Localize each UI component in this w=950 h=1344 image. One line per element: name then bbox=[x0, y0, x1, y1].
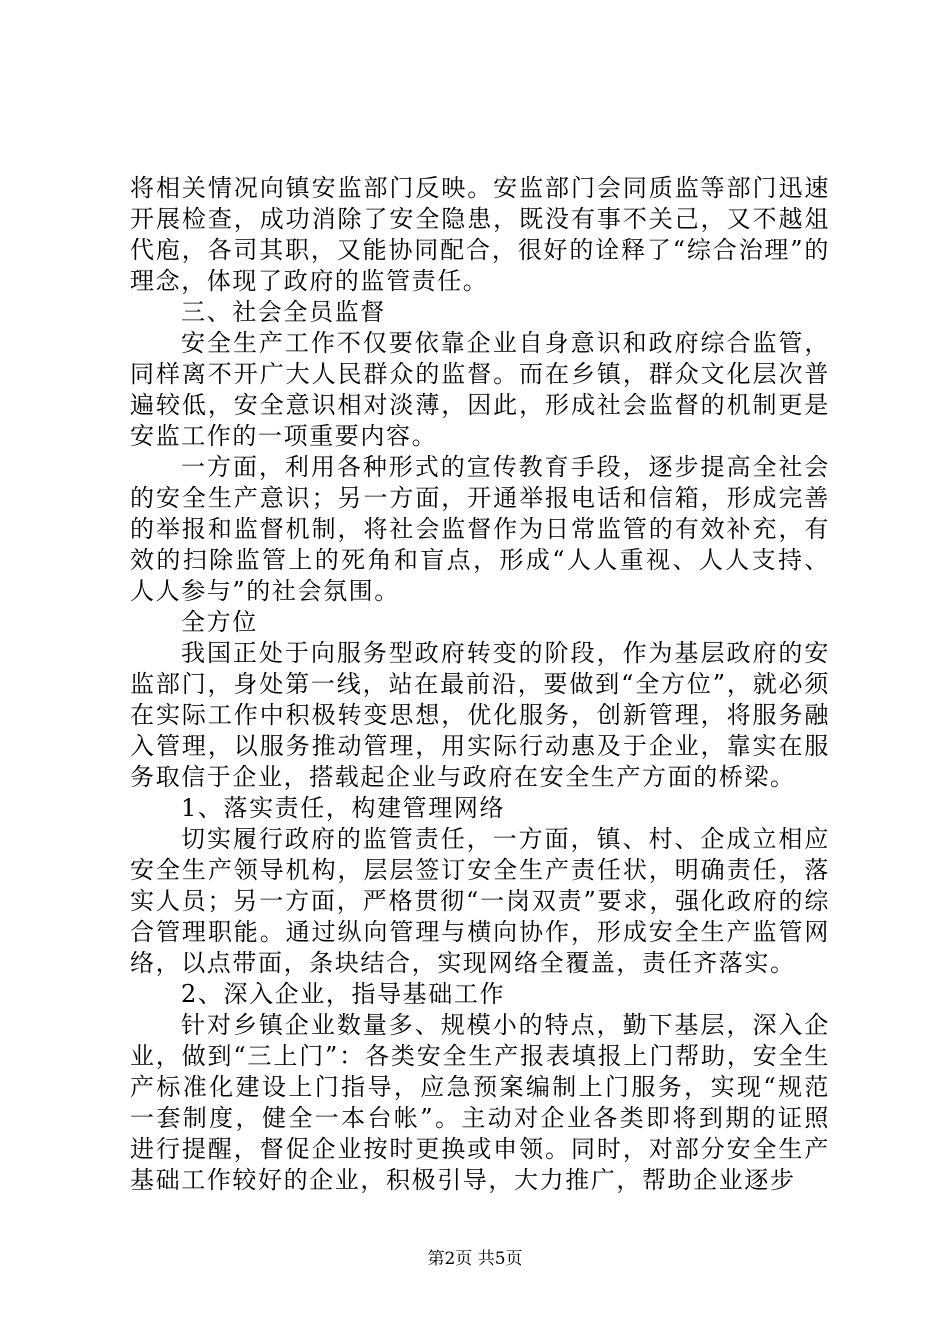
section-heading: 三、社会全员监督 bbox=[181, 298, 386, 326]
subsection-heading: 2、深入企业，指导基础工作 bbox=[181, 980, 506, 1008]
paragraph: 我国正处于向服务型政府转变的阶段，作为基层政府的安监部门，身处第一线，站在最前沿，要做到“全方位”，就必须在实际工作中积极转变思想，优化服务，创新管理，将服务融入管理，以服务推动管理，用实际行动惠及于企业，靠实在服务取信于企业，搭载起企业与政府在安全生产方面的桥梁。 bbox=[130, 639, 830, 791]
paragraph-continuation: 将相关情况向镇安监部门反映。安监部门会同质监等部门迅速开展检查，成功消除了安全隐患，既没有事不关己，又不越俎代庖，各司其职，又能协同配合，很好的诠释了“综合治理”的理念，体现了政府的监管责任。 bbox=[130, 174, 830, 295]
subsection-heading: 1、落实责任，构建管理网络 bbox=[181, 794, 506, 822]
paragraph: 安全生产工作不仅要依靠企业自身意识和政府综合监管，同样离不开广大人民群众的监督。而在乡镇，群众文化层次普遍较低，安全意识相对淡薄，因此，形成社会监督的机制更是安监工作的一项重要内容。 bbox=[130, 329, 830, 450]
paragraph: 一方面，利用各种形式的宣传教育手段，逐步提高全社会的安全生产意识；另一方面，开通举报电话和信箱，形成完善的举报和监督机制，将社会监督作为日常监管的有效补充，有效的扫除监管上的死角和盲点，形成“人人重视、人人支持、人人参与”的社会氛围。 bbox=[130, 453, 830, 605]
page-footer bbox=[0, 1244, 950, 1269]
page-number: 第2页 共5页 bbox=[427, 1249, 523, 1269]
paragraph: 针对乡镇企业数量多、规模小的特点，勤下基层，深入企业，做到“三上门”：各类安全生产报表填报上门帮助，安全生产标准化建设上门指导，应急预案编制上门服务，实现“规范一套制度，健全一本台帐”。主动对企业各类即将到期的证照进行提醒，督促企业按时更换或申领。同时，对部分安全生产基础工作较好的企业，积极引导，大力推广，帮助企业逐步 bbox=[130, 1011, 830, 1194]
section-heading: 全方位 bbox=[181, 608, 258, 636]
paragraph: 切实履行政府的监管责任，一方面，镇、村、企成立相应安全生产领导机构，层层签订安全生产责任状，明确责任，落实人员；另一方面，严格贯彻“一岗双责”要求，强化政府的综合管理职能。通过纵向管理与横向协作，形成安全生产监管网络，以点带面，条块结合，实现网络全覆盖，责任齐落实。 bbox=[130, 825, 830, 977]
document-body bbox=[130, 173, 830, 1196]
